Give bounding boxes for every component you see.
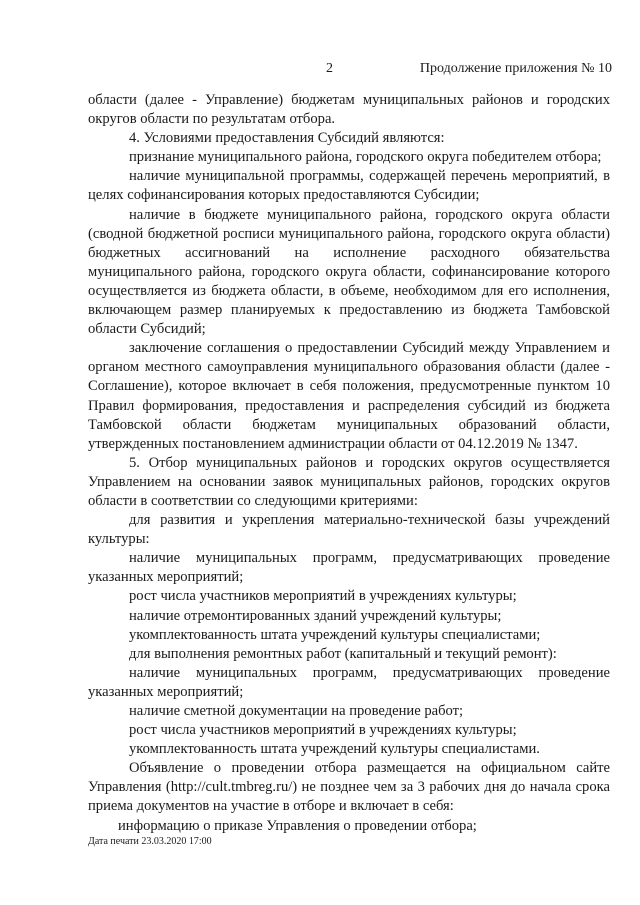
paragraph-criterion: наличие муниципальных программ, предусматривающих проведение указанных мероприятий; [88, 550, 610, 586]
paragraph-item-5: 5. Отбор муниципальных районов и городских округов осуществляется Управлением на основании заявок муниципальных районов, городских округов области в соответствии со следующими критериями: [88, 454, 610, 509]
page-number: 2 [326, 61, 333, 76]
paragraph-criterion-group: для выполнения ремонтных работ (капитальный и текущий ремонт): [129, 645, 557, 662]
paragraph-criterion: укомплектованность штата учреждений культуры специалистами. [129, 741, 540, 758]
paragraph-condition: заключение соглашения о предоставлении Субсидий между Управлением и органом местного самоуправления муниципального образования области (далее - Соглашение), которое включает в себя положения, предусмотренные пунктом 10 Правил формирования, предоставления и распределения субсидий из бюджета Тамбовской области бюджетам муниципальных образований области, утвержденных постановлением администрации области от 04.12.2019 № 1347. [88, 340, 610, 452]
paragraph-condition: наличие в бюджете муниципального района, городского округа области (сводной бюджетной росписи муниципального района, городского округа области) бюджетных ассигнований на исполнение расходного обязательства муниципального района, городского округа области, софинансирование которого осуществляется из бюджета области, в объеме, необходимом для его исполнения, включающем размер планируемых к предоставлению из бюджета Тамбовской области Субсидий; [88, 206, 610, 338]
print-date: Дата печати 23.03.2020 17:00 [88, 836, 212, 847]
paragraph-criterion: наличие отремонтированных зданий учреждений культуры; [129, 607, 502, 624]
paragraph-continuation: области (далее - Управление) бюджетам муниципальных районов и городских округов области по результатам отбора. [88, 92, 610, 128]
paragraph-criterion: рост числа участников мероприятий в учреждениях культуры; [129, 722, 517, 739]
paragraph-criterion: рост числа участников мероприятий в учреждениях культуры; [129, 588, 517, 605]
appendix-title: Продолжение приложения № 10 [419, 61, 612, 76]
paragraph-criterion: укомплектованность штата учреждений культуры специалистами; [129, 626, 541, 643]
paragraph-condition: признание муниципального района, городского округа победителем отбора; [129, 149, 602, 166]
paragraph-announcement: Объявление о проведении отбора размещается на официальном сайте Управления (http://cult.tmbreg.ru/) не позднее чем за 3 рабочих дня до начала срока приема документов на участие в отборе и включает в себя: [88, 760, 610, 815]
paragraph-item-4: 4. Условиями предоставления Субсидий являются: [129, 130, 445, 147]
paragraph-condition: наличие муниципальной программы, содержащей перечень мероприятий, в целях софинансирования которых предоставляются Субсидии; [88, 168, 610, 204]
paragraph-criterion-group: для развития и укрепления материально-технической базы учреждений культуры: [88, 512, 610, 548]
paragraph-announcement-item: информацию о приказе Управления о проведении отбора; [118, 817, 477, 834]
document-body [88, 91, 610, 836]
paragraph-criterion: наличие муниципальных программ, предусматривающих проведение указанных мероприятий; [88, 664, 610, 700]
paragraph-criterion: наличие сметной документации на проведение работ; [129, 703, 464, 719]
